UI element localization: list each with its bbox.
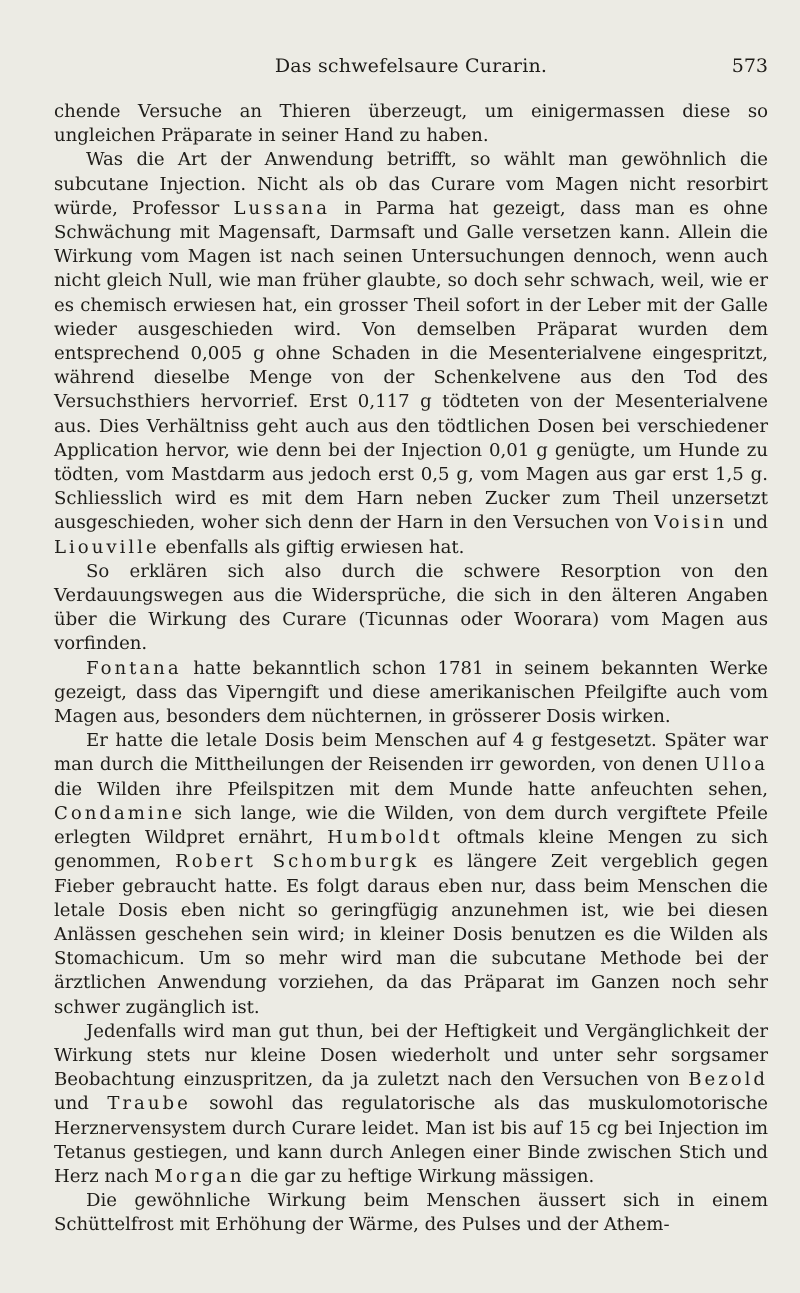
spaced-name: Ulloa <box>704 754 768 776</box>
text-run: sowohl das regulatorische als das muskulomotorische Herznervensystem durch Curare leidet. Man ist bis auf 15 cg bei Injection im Tetanus gestiegen, und kann durch Anlegen einer Binde zwischen Stich und Herz nach <box>54 1093 768 1187</box>
text-run: So erklären sich also durch die schwere Resorption von den Verdauungswegen aus die Widersprüche, die sich in den älteren Angaben über die Wirkung des Curare (Ticunnas oder Woorara) vom Magen aus vorfinden. <box>54 560 768 655</box>
spaced-name: Robert Schomburgk <box>175 851 420 873</box>
spaced-name: Lussana <box>233 197 330 219</box>
paragraph <box>54 1189 768 1237</box>
text-run: und <box>54 1093 108 1115</box>
spaced-name: Fontana <box>86 657 182 679</box>
spaced-name: Traube <box>107 1093 191 1115</box>
running-header <box>54 55 768 83</box>
spaced-name: Humboldt <box>327 827 443 849</box>
page-number: 573 <box>731 55 768 77</box>
text-run: Die gewöhnliche Wirkung beim Menschen äussert sich in einem Schüttelfrost mit Erhöhung der Wärme, des Pulses und der Athem- <box>54 1190 768 1236</box>
text-run: die gar zu heftige Wirkung mässigen. <box>244 1165 595 1187</box>
spaced-name: Bezold <box>688 1069 768 1091</box>
running-title: Das schwefelsaure Curarin. <box>274 55 548 77</box>
paragraph <box>54 100 768 148</box>
text-run: die Wilden ihre Pfeilspitzen mit dem Munde hatte anfeuchten sehen, <box>54 778 768 800</box>
text-run: Er hatte die letale Dosis beim Menschen auf 4 g festgesetzt. Später war man durch die Mittheilungen der Reisenden irr geworden, von denen <box>54 730 768 776</box>
spaced-name: Liouville <box>54 536 160 558</box>
paragraph <box>54 560 768 657</box>
text-run: oftmals kleine Mengen zu sich genommen, <box>54 827 769 873</box>
text-run: hatte bekanntlich schon 1781 in seinem bekannten Werke gezeigt, dass das Viperngift und diese amerikanischen Pfeilgifte auch vom Magen aus, besonders dem nüchternen, in grösserer Dosis wirken. <box>54 657 768 728</box>
text-run: ebenfalls als giftig erwiesen hat. <box>159 536 465 558</box>
paragraph <box>54 1020 768 1189</box>
paragraph <box>54 657 768 730</box>
text-run: es längere Zeit vergeblich gegen Fieber gebraucht hatte. Es folgt daraus eben nur, dass beim Menschen die letale Dosis eben nicht so geringfügig anzunehmen ist, wie bei diesen Anlässen geschehen sein wird; in kleiner Dosis benutzen es die Wilden als Stomachicum. Um so mehr wird man die subcutane Methode bei der ärztlichen Anwendung vorziehen, da das Präparat im Ganzen noch sehr schwer zugänglich ist. <box>54 851 768 1018</box>
text-run: chende Versuche an Thieren überzeugt, um einigermassen diese so ungleichen Präparate in seiner Hand zu haben. <box>54 101 768 147</box>
spaced-name: Morgan <box>154 1165 245 1187</box>
text-run: sich lange, wie die Wilden, von dem durch vergiftete Pfeile erlegten Wildpret ernährt, <box>54 802 768 849</box>
paragraph <box>54 148 768 559</box>
text-run: Jedenfalls wird man gut thun, bei der Heftigkeit und Vergänglichkeit der Wirkung stets nur kleine Dosen wiederholt und unter sehr sorgsamer Beobachtung einzuspritzen, da ja zuletzt nach den Versuchen von <box>54 1020 768 1091</box>
spaced-name: Voisin <box>654 512 727 534</box>
spaced-name: Condamine <box>54 802 186 824</box>
text-run: in Parma hat gezeigt, dass man es ohne Schwächung mit Magensaft, Darmsaft und Galle versetzen kann. Allein die Wirkung vom Magen ist nach seinen Untersuchungen dennoch, wenn auch nicht gleich Null, wie man früher glaubte, so doch sehr schwach, weil, wie er es chemisch erwiesen hat, ein grosser Theil sofort in der Leber mit der Galle wieder ausgeschieden wird. Von demselben Präparat wurden dem entsprechend 0,005 g ohne Schaden in die Mesenterialvene eingespritzt, während dieselbe Menge von der Schenkelvene aus den Tod des Versuchsthiers hervorrief. Erst 0,117 g tödteten von der Mesenterialvene aus. Dies Verhältniss geht auch aus den tödtlichen Dosen bei verschiedener Application hervor, wie denn bei der Injection 0,01 g genügte, um Hunde zu tödten, vom Mastdarm aus jedoch erst 0,5 g, vom Magen aus gar erst 1,5 g. Schliesslich wird es mit dem Harn neben Zucker zum Theil unzersetzt ausgeschieden, woher sich denn der Harn in den Versuchen von <box>54 197 768 534</box>
text-run: und <box>726 512 768 534</box>
body-text <box>54 100 768 1238</box>
text-run: Was die Art der Anwendung betrifft, so wählt man gewöhnlich die subcutane Injection. Nicht als ob das Curare vom Magen nicht resorbirt würde, Professor <box>54 149 768 219</box>
paragraph <box>54 729 768 1019</box>
